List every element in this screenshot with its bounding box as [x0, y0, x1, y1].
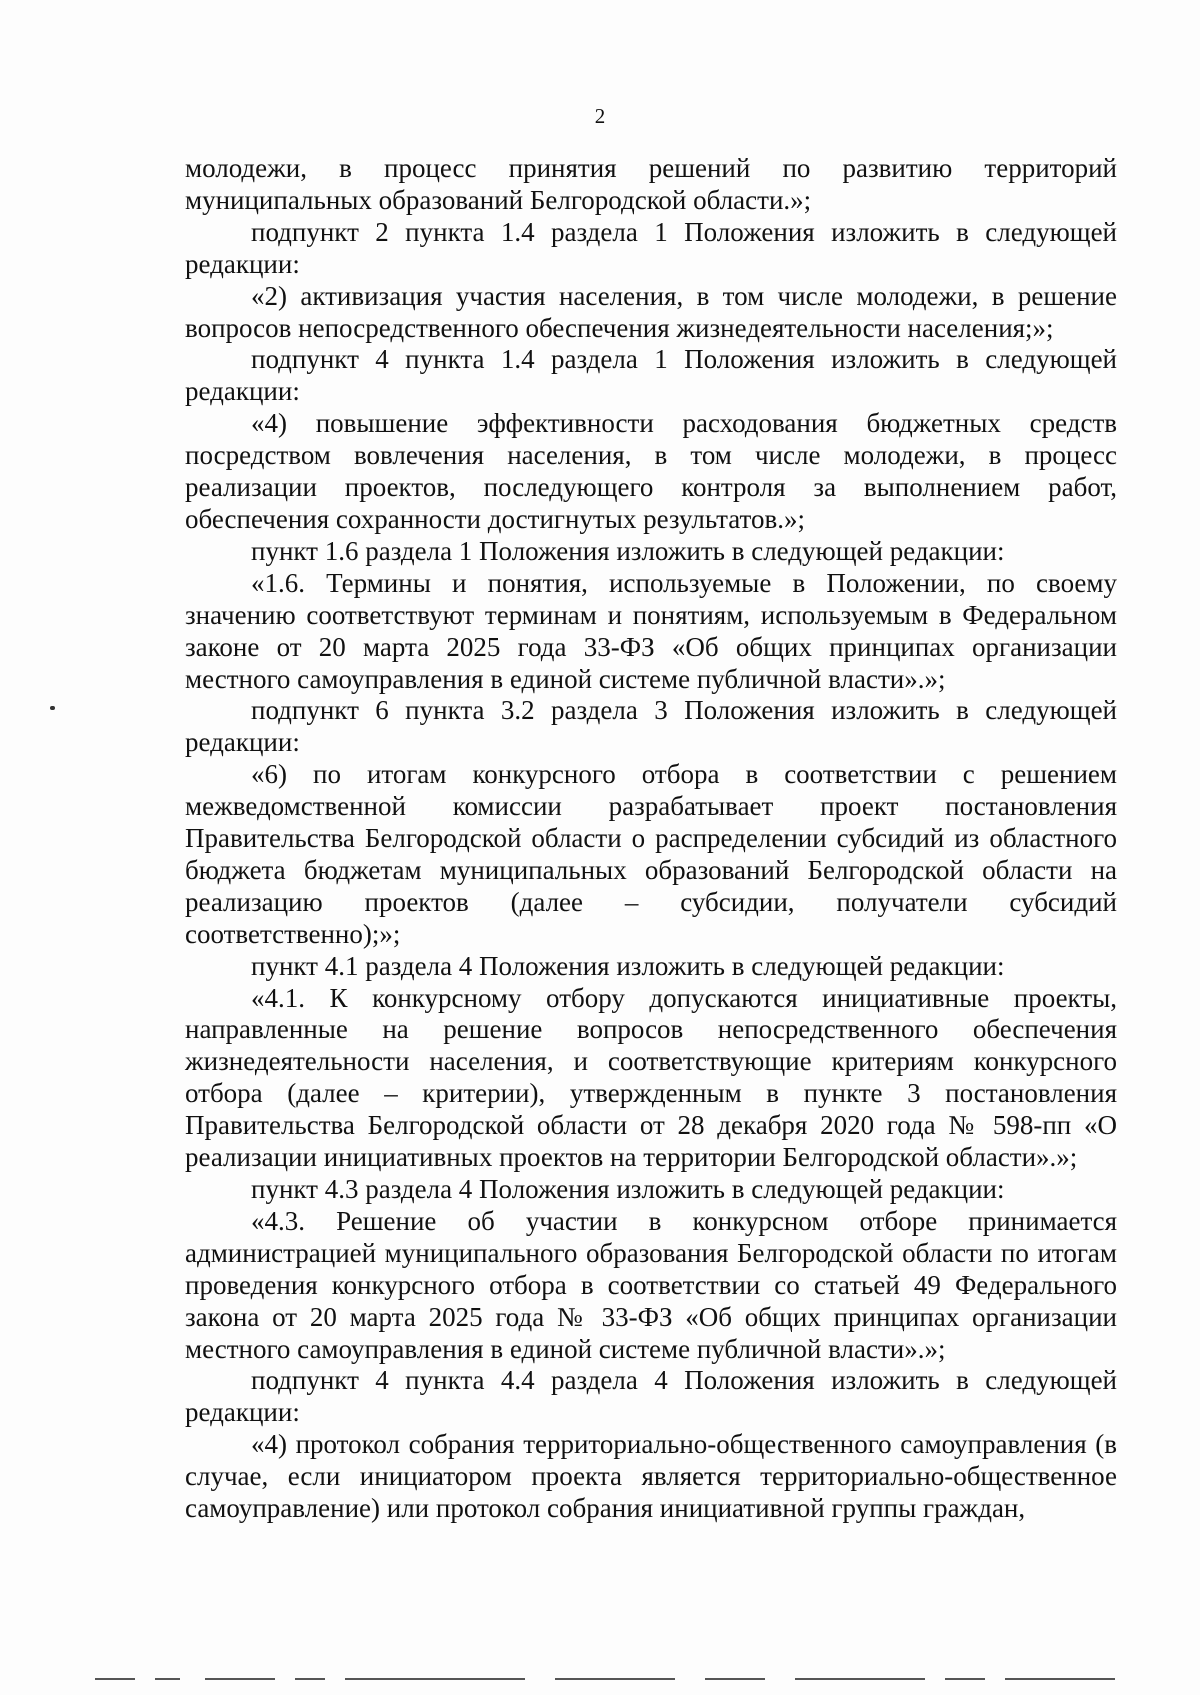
paragraph-amendment-3-2-6: подпункт 6 пункта 3.2 раздела 3 Положения изложить в следующей редакции:: [185, 695, 1117, 758]
paragraph-amendment-4-1: пункт 4.1 раздела 4 Положения изложить в следующей редакции:: [251, 950, 1005, 981]
paragraph-amendment-1-4-4: подпункт 4 пункта 1.4 раздела 1 Положения изложить в следующей редакции:: [185, 344, 1117, 407]
paragraph-quote-4-4-4: «4) протокол собрания территориально-общественного самоуправления (в случае, если инициатором проекта является территориально-общественное самоуправление) или протокол собрания инициативной группы граждан,: [185, 1429, 1117, 1524]
paragraph-quote-6: «6) по итогам конкурсного отбора в соответствии с решением межведомственной комиссии разрабатывает проект постановления Правительства Белгородской области о распределении субсидий из областного бюджета бюджетам муниципальных образований Белгородской области на реализацию проектов (далее – субсидии, получатели субсидий соответственно);»;: [185, 759, 1117, 949]
paragraph-quote-2: «2) активизация участия населения, в том числе молодежи, в решение вопросов непосредственного обеспечения жизнедеятельности населения;»;: [185, 280, 1117, 343]
page-number: 2: [594, 104, 606, 128]
paragraph-amendment-1-4-2: подпункт 2 пункта 1.4 раздела 1 Положения изложить в следующей редакции:: [185, 216, 1117, 279]
paragraph-continuation: молодежи, в процесс принятия решений по развитию территорий муниципальных образований Белгородской области.»;: [185, 153, 1117, 215]
document-body: [185, 153, 1117, 1525]
paragraph-amendment-4-4-4: подпункт 4 пункта 4.4 раздела 4 Положения изложить в следующей редакции:: [185, 1365, 1117, 1428]
paragraph-amendment-4-3: пункт 4.3 раздела 4 Положения изложить в следующей редакции:: [251, 1174, 1005, 1204]
scan-edge-artifact: [95, 1678, 1185, 1684]
paragraph-quote-4-1: «4.1. К конкурсному отбору допускаются инициативные проекты, направленные на решение вопросов непосредственного обеспечения жизнедеятельности населения, и соответствующие критериям конкурсного отбора (далее – критерии), утвержденным в пункте 3 постановления Правительства Белгородской области от 28 декабря 2020 года № 598-пп «О реализации инициативных проектов на территории Белгородской области».»;: [185, 982, 1117, 1173]
scan-speck: [50, 706, 55, 710]
paragraph-amendment-1-6: пункт 1.6 раздела 1 Положения изложить в следующей редакции:: [251, 535, 1005, 566]
paragraph-quote-4-3: «4.3. Решение об участии в конкурсном отборе принимается администрацией муниципального образования Белгородской области по итогам проведения конкурсного отбора в соответствии со статьей 49 Федерального закона от 20 марта 2025 года № 33-ФЗ «Об общих принципах организации местного самоуправления в единой системе публичной власти».»;: [185, 1205, 1117, 1364]
paragraph-quote-4: «4) повышение эффективности расходования бюджетных средств посредством вовлечения населения, в том числе молодежи, в процесс реализации проектов, последующего контроля за выполнением работ, обеспечения сохранности достигнутых результатов.»;: [185, 408, 1117, 534]
paragraph-quote-1-6: «1.6. Термины и понятия, используемые в Положении, по своему значению соответствуют терминам и понятиям, используемым в Федеральном законе от 20 марта 2025 года 33-ФЗ «Об общих принципах организации местного самоуправления в единой системе публичной власти».»;: [185, 567, 1117, 694]
